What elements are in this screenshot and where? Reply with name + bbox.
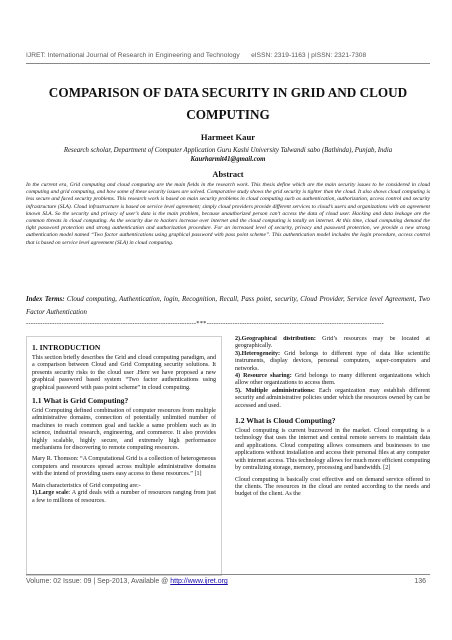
characteristic-3 <box>235 351 430 373</box>
intro-paragraph: This section briefly describes the Grid and cloud computing paradigm, and a comparison between Cloud and Grid Computing security solutions. It presents security risks to the cloud user .Here we have proposed a new graphical password based system “Two factor authentications using graphical password with pass point scheme” in cloud computing. <box>32 355 216 391</box>
characteristic-1 <box>32 490 216 505</box>
abstract-heading: Abstract <box>212 170 244 179</box>
section-separator: ------------------------------------------------------------------------***--------------------------------------------------------------------------- <box>26 320 384 327</box>
characteristic-4-label: 4) Resource sharing: <box>235 373 292 380</box>
left-column <box>26 336 222 576</box>
characteristic-5-label: 5). Multiple administrations: <box>235 387 315 394</box>
journal-name: IJRET: International Journal of Research in Engineering and Technology <box>26 52 240 59</box>
characteristic-2 <box>235 336 430 351</box>
abstract-text: In the current era, Grid computing and cloud computing are the main fields in the research work. This thesis define which are the main security issues to be considered in cloud computing and grid computing, and how some of these security issues are solved. Comparative study shows the grid security is tighter than the cloud. It also shows cloud computing is less secure and faced security problems. This research work is based on main security problems in cloud computing such as authentication, authorization, access control and security infrastructure (SLA). Cloud infrastructure is based on service level agreement; simply cloud providers provide different services to cloud’s users and organizations with an agreement known SLA. So the security and privacy of user’s data is the main problem, because unauthorized person can’t access the data of cloud user. Hacking and data leakage are the common threats in cloud computing. As the security due to hackers increase over internet and the cloud computing is totally on internet. At this time, cloud computing demand the tight password protection and strong authentication and authorization procedure. For an increased level of security, privacy and password protection, we provide a new strong authentication model named “Two factor authentications using graphical password with pass point scheme”. This authentication model includes the login procedure, access control that is based on service level agreement (SLA) in cloud computing. <box>26 182 430 246</box>
grid-paragraph-2: Mary R. Thomson: “A Computational Grid is a collection of heterogeneous computers and resources spread across multiple administrative domains with the intend of providing users easy access to these resources.” [1] <box>32 456 216 478</box>
characteristic-2-text: Grid’s resources may be located at geographically. <box>235 336 430 350</box>
index-terms-text: Cloud computing, Authentication, login, Recognition, Recall, Pass point, security, Cloud Provider, Service level Agreement, Two Factor Authentication <box>26 296 430 316</box>
journal-link[interactable]: http://www.ijret.org <box>170 578 228 585</box>
characteristic-4 <box>235 373 430 388</box>
footer-rule <box>26 574 430 575</box>
footer-volume: Volume: 02 Issue: 09 | Sep-2013, Available @ <box>26 578 171 585</box>
cloud-heading: 1.2 What is Cloud Computing? <box>235 416 336 426</box>
characteristic-4-text: Grid belongs to many different organizations which allow other organizations to access them. <box>235 373 430 387</box>
characteristic-1-text: : A grid deals with a number of resources ranging from just a few to millions of resources. <box>32 490 216 504</box>
index-terms-label: Index Terms: <box>26 296 65 303</box>
grid-heading: 1.1 What is Grid Computing? <box>32 396 129 406</box>
header-rule <box>26 63 430 64</box>
paper-title: COMPARISON OF DATA SECURITY IN GRID AND CLOUD COMPUTING <box>48 85 408 122</box>
author-name: Harmeet Kaur <box>200 132 256 142</box>
characteristics-intro: Main characteristics of Grid computing are:- <box>32 482 141 489</box>
characteristic-3-label: 3).Heterogeneity: <box>235 350 281 357</box>
issn: eISSN: 2319-1163 | pISSN: 2321-7308 <box>251 52 367 59</box>
page-number: 136 <box>414 578 426 585</box>
affiliation-text: Research scholar, Department of Computer Application Guru Kashi University Talwandi sabo (Bathinda), Punjab, India <box>63 147 393 154</box>
characteristic-3-text: Grid belongs to different type of data like scientific instruments, display devices, personal computers, super-computers and networks. <box>235 350 430 372</box>
grid-paragraph-1: Grid Computing defined combination of computer resources from multiple administrative domains, connection of potentially unlimited number of machines to reach common goal and tackle a same problem such as in science, industrial research, engineering, and commerce. It also provides highly scalable, highly secure, and extremely high performance mechanisms for discovering to remote computing resources. <box>32 408 216 452</box>
characteristic-5-text: Each organization may establish different security and administrative policies under which the resources owned by can be accessed and used. <box>235 387 430 409</box>
characteristic-1-label: 1).Large scale <box>32 490 69 497</box>
right-column <box>235 336 430 571</box>
author-email[interactable]: Kaurharmit41@gmail.com <box>190 156 266 163</box>
running-footer <box>26 578 430 585</box>
cloud-paragraph-1: Cloud computing is current buzzword in the market. Cloud computing is a technology that uses the internet and central remote servers to maintain data and applications. Cloud computing allows consumers and businesses to use applications without installation and access their personal files at any computer with internet access. This technology allows for much more efficient computing by centralizing storage, memory, processing and bandwidth. [2] <box>235 428 430 472</box>
cloud-paragraph-2: Cloud computing is basically cost effective and on demand service offered to the clients. The resources in the cloud are rented according to the needs and budget of the client. As the <box>235 476 430 498</box>
characteristic-5 <box>235 388 430 410</box>
intro-heading: 1. INTRODUCTION <box>32 343 101 352</box>
index-terms <box>26 293 430 319</box>
author-affiliation <box>26 146 430 164</box>
characteristic-2-label: 2).Geographical distribution: <box>235 336 316 342</box>
running-header <box>26 52 430 59</box>
